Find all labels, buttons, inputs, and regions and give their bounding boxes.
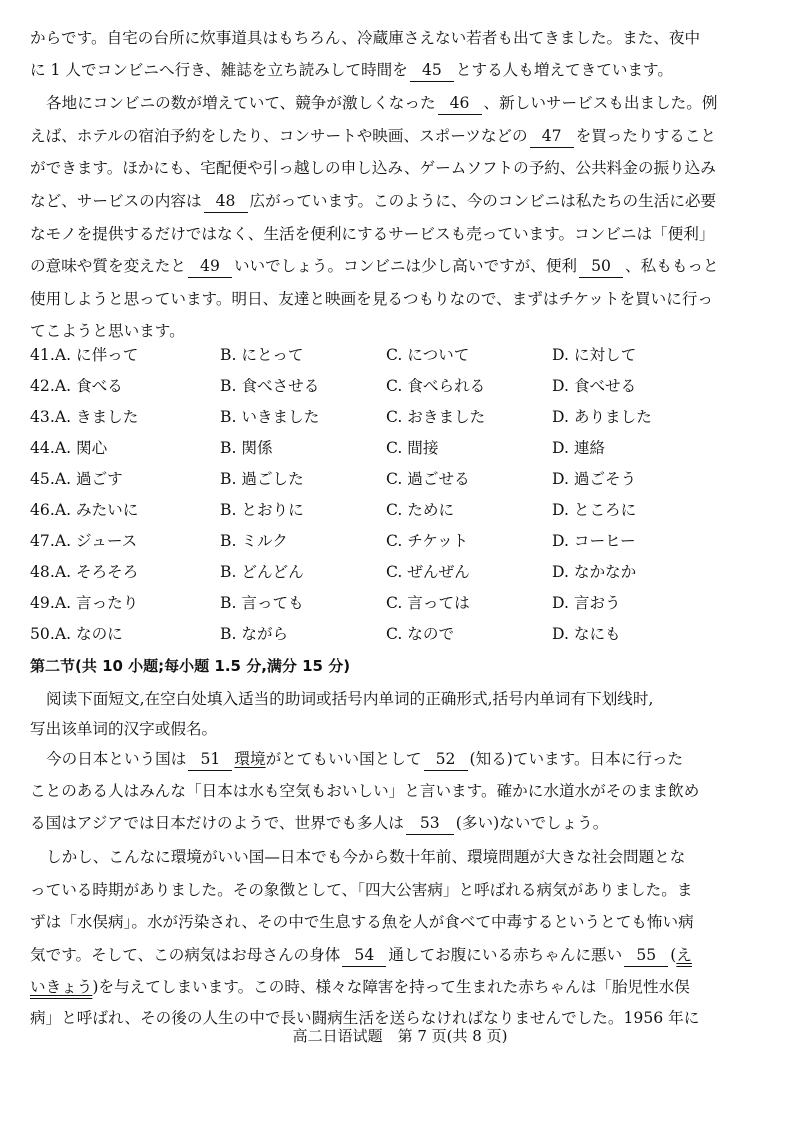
option-row-42: 42.A. 食べる B. 食べさせる C. 食べられる D. 食べせる <box>30 371 770 402</box>
underlined-word: え <box>676 946 692 964</box>
option-a: A. 食べる <box>54 377 123 395</box>
answer-blank-48: 48 <box>204 190 248 213</box>
underlined-word: いきょう <box>30 978 93 996</box>
option-row-43: 43.A. きました B. いきました C. おきました D. ありました <box>30 402 770 433</box>
option-b: B. ながら <box>220 625 289 643</box>
option-b: B. 言っても <box>220 594 304 612</box>
passage-line: の意味や質を変えたと 49 いいでしょう。コンビニは少し高いですが、便利 50 、私ももっと <box>30 250 770 282</box>
answer-blank-45: 45 <box>410 59 454 82</box>
option-b: B. ミルク <box>220 532 288 550</box>
answer-blank-51: 51 <box>188 748 232 771</box>
passage-line: に 1 人でコンビニへ行き、雑誌を立ち読みして時間を 45 とする人も増えてきています。 <box>30 54 770 86</box>
option-c: C. 間接 <box>386 439 439 457</box>
answer-blank-50: 50 <box>579 255 623 278</box>
option-a: A. きました <box>54 408 139 426</box>
passage-line: なモノを提供するだけではなく、生活を便利にするサービスも売っています。コンビニは「便利」 <box>30 225 715 243</box>
passage-line: る国はアジアでは日本だけのようで、世界でも多人は 53 (多い)ないでしょう。 <box>30 807 770 839</box>
option-d: D. コーヒー <box>552 532 636 550</box>
option-row-44: 44.A. 関心 B. 関係 C. 間接 D. 連絡 <box>30 433 770 464</box>
passage-line: っている時期がありました。その象徴として、「四大公害病」と呼ばれる病気がありました。ま <box>30 881 693 899</box>
option-a: A. みたいに <box>54 501 139 519</box>
passage-line: ことのある人はみんな「日本は水も空気もおいしい」と言います。確かに水道水がそのまま飲め <box>30 782 700 800</box>
passage-line: 使用しようと思っています。明日、友達と映画を見るつもりなので、まずはチケットを買いに行っ <box>30 290 714 308</box>
option-row-46: 46.A. みたいに B. とおりに C. ために D. ところに <box>30 495 770 526</box>
option-b: B. 過ごした <box>220 470 304 488</box>
answer-blank-49: 49 <box>188 255 232 278</box>
option-row-50: 50.A. なのに B. ながら C. なので D. なにも <box>30 619 770 650</box>
answer-blank-46: 46 <box>438 92 482 115</box>
option-row-48: 48.A. そろそろ B. どんどん C. ぜんぜん D. なかなか <box>30 557 770 588</box>
option-row-47: 47.A. ジュース B. ミルク C. チケット D. コーヒー <box>30 526 770 557</box>
passage-line: しかし、こんなに環境がいい国—日本でも今から数十年前、環境問題が大きな社会問題とな <box>46 848 686 866</box>
page-footer: 高二日语试题 第 7 页(共 8 页) <box>292 1027 508 1045</box>
option-b: B. 関係 <box>220 439 273 457</box>
passage-line: 今の日本という国は 51 環境がとてもいい国として 52 (知る)ています。日本に行った <box>30 743 786 775</box>
option-c: C. ために <box>386 501 455 519</box>
option-d: D. 食べせる <box>552 377 637 395</box>
option-d: D. ところに <box>552 501 637 519</box>
option-c: C. 食べられる <box>386 377 486 395</box>
passage-line: 各地にコンビニの数が増えていて、競争が激しくなった 46 、新しいサービスも出ました。例 <box>30 87 786 119</box>
option-b: B. いきました <box>220 408 320 426</box>
option-c: C. ぜんぜん <box>386 563 470 581</box>
option-d: D. に対して <box>552 346 637 364</box>
underlined-word: 環境 <box>234 750 266 768</box>
passage-line: 病」と呼ばれ、その後の人生の中で長い闘病生活を送らなければなりませんでした。1956 年に <box>30 1009 700 1027</box>
option-b: B. 食べさせる <box>220 377 320 395</box>
instructions: 阅读下面短文,在空白处填入适当的助词或括号内单词的正确形式,括号内单词有下划线时, <box>46 690 654 708</box>
option-row-45: 45.A. 過ごす B. 過ごした C. 過ごせる D. 過ごそう <box>30 464 770 495</box>
option-d: D. 過ごそう <box>552 470 637 488</box>
answer-blank-55: 55 <box>624 944 668 967</box>
option-b: B. とおりに <box>220 501 304 519</box>
passage-line: 気です。そして、この病気はお母さんの身体 54 通してお腹にいる赤ちゃんに悪い 55 (え <box>30 939 770 971</box>
option-c: C. 過ごせる <box>386 470 470 488</box>
option-a: A. なのに <box>54 625 123 643</box>
option-d: D. なかなか <box>552 563 637 581</box>
option-c: C. なので <box>386 625 455 643</box>
option-a: A. 言ったり <box>54 594 139 612</box>
option-c: C. について <box>386 346 470 364</box>
option-d: D. 連絡 <box>552 439 606 457</box>
option-a: A. 過ごす <box>54 470 123 488</box>
passage-line: いきょう)を与えてしまいます。この時、様々な障害を持って生まれた赤ちゃんは「胎児性水俣 <box>30 978 690 996</box>
answer-blank-53: 53 <box>406 812 454 835</box>
answer-blank-52: 52 <box>424 748 468 771</box>
option-a: A. に伴って <box>54 346 139 364</box>
option-c: C. チケット <box>386 532 469 550</box>
option-a: A. 関心 <box>54 439 108 457</box>
option-b: B. にとって <box>220 346 304 364</box>
passage-line: ができます。ほかにも、宅配便や引っ越しの申し込み、ゲームソフトの予約、公共料金の振り込み <box>30 159 716 177</box>
option-a: A. ジュース <box>54 532 138 550</box>
option-d: D. ありました <box>552 408 652 426</box>
option-c: C. おきました <box>386 408 486 426</box>
answer-blank-54: 54 <box>342 944 386 967</box>
option-a: A. そろそろ <box>54 563 139 581</box>
option-b: B. どんどん <box>220 563 304 581</box>
section-heading: 第二节(共 10 小题;每小题 1.5 分,满分 15 分) <box>30 657 351 675</box>
instructions: 写出该单词的汉字或假名。 <box>30 720 218 738</box>
passage-line: ずは「水俣病」。水が汚染され、その中で生息する魚を人が食べて中毒するというとても怖い病 <box>30 913 694 931</box>
passage-line: など、サービスの内容は 48 広がっています。このように、今のコンビニは私たちの生活に必要 <box>30 185 770 217</box>
option-row-49: 49.A. 言ったり B. 言っても C. 言っては D. 言おう <box>30 588 770 619</box>
option-d: D. 言おう <box>552 594 621 612</box>
option-d: D. なにも <box>552 625 621 643</box>
passage-line: てこようと思います。 <box>30 322 185 340</box>
passage-line: からです。自宅の台所に炊事道具はもちろん、冷蔵庫さえない若者も出てきました。また、夜中 <box>30 29 701 47</box>
option-c: C. 言っては <box>386 594 470 612</box>
answer-blank-47: 47 <box>530 125 574 148</box>
passage-line: えば、ホテルの宿泊予約をしたり、コンサートや映画、スポーツなどの 47 を買ったりすること <box>30 120 770 152</box>
option-row-41: 41.A. に伴って B. にとって C. について D. に対して <box>30 340 770 371</box>
